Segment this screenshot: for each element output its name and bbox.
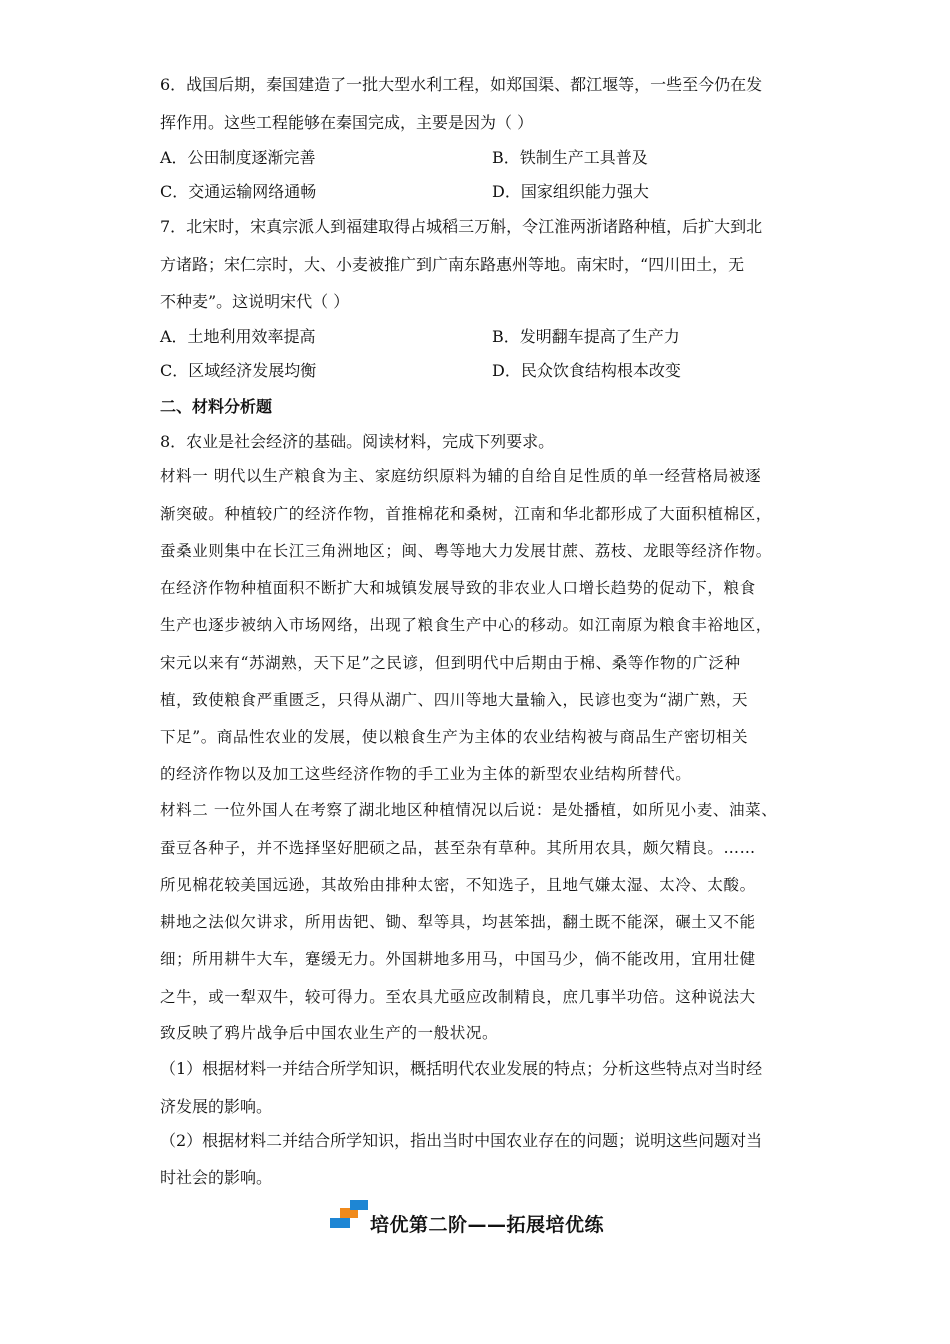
material2-line: 耕地之法似欠讲求，所用齿钯、锄、犁等具，均甚笨拙，翻土既不能深，碾土又不能 — [160, 913, 756, 931]
banner-title: 培优第二阶——拓展培优练 — [370, 1214, 605, 1236]
material2-line: 之牛，或一犁双牛，较可得力。至农具尤亟应改制精良，庶几事半功倍。这种说法大 — [160, 988, 756, 1006]
material2-line: 蚕豆各种子，并不选择坚好肥硕之品，甚至杂有草种。其所用农具，颇欠精良。…… — [160, 839, 756, 857]
material2-line: 致反映了鸦片战争后中国农业生产的一般状况。 — [160, 1024, 499, 1042]
q6-option-b[interactable]: B．铁制生产工具普及 — [492, 148, 648, 167]
q8-requirement1-line2: 济发展的影响。 — [160, 1097, 273, 1116]
q7-stem-line1: 7．北宋时，宋真宗派人到福建取得占城稻三万斛，令江淮两浙诸路种植，后扩大到北 — [160, 217, 763, 236]
q8-requirement2-line1: （2）根据材料二并结合所学知识，指出当时中国农业存在的问题；说明这些问题对当 — [160, 1131, 763, 1150]
q7-option-a[interactable]: A．土地利用效率提高 — [160, 327, 316, 346]
q6-option-d[interactable]: D．国家组织能力强大 — [492, 182, 649, 201]
material1-line: 在经济作物种植面积不断扩大和城镇发展导致的非农业人口增长趋势的促动下，粮食 — [160, 579, 756, 597]
q8-intro: 8．农业是社会经济的基础。阅读材料，完成下列要求。 — [160, 432, 555, 451]
q7-option-c[interactable]: C．区域经济发展均衡 — [160, 361, 317, 380]
material1-line: 的经济作物以及加工这些经济作物的手工业为主体的新型农业结构所替代。 — [160, 765, 692, 783]
material2-line: 材料二 一位外国人在考察了湖北地区种植情况以后说：是处播植，如所见小麦、油菜、 — [160, 801, 778, 819]
stair-blocks-logo-icon — [330, 1198, 370, 1232]
q6-stem-line1: 6．战国后期，秦国建造了一批大型水利工程，如郑国渠、都江堰等，一些至今仍在发 — [160, 75, 763, 94]
q7-option-b[interactable]: B．发明翻车提高了生产力 — [492, 327, 680, 346]
material1-line: 下足”。商品性农业的发展，使以粮食生产为主体的农业结构被与商品生产密切相关 — [160, 728, 749, 746]
q6-option-a[interactable]: A．公田制度逐渐完善 — [160, 148, 316, 167]
material1-line: 生产也逐步被纳入市场网络，出现了粮食生产中心的移动。如江南原为粮食丰裕地区， — [160, 616, 772, 634]
q7-stem-line3: 不种麦”。这说明宋代（ ） — [160, 292, 350, 311]
q7-option-d[interactable]: D．民众饮食结构根本改变 — [492, 361, 681, 380]
material1-line: 植，致使粮食严重匮乏，只得从湖广、四川等地大量输入，民谚也变为“湖广熟，天 — [160, 691, 749, 709]
section-banner — [330, 1198, 650, 1234]
q8-requirement1-line1: （1）根据材料一并结合所学知识，概括明代农业发展的特点；分析这些特点对当时经 — [160, 1059, 763, 1078]
material2-line: 细；所用耕牛大车，蹇缓无力。外国耕地多用马，中国马少，倘不能改用，宜用壮健 — [160, 950, 756, 968]
material2-line: 所见棉花较美国远逊，其故殆由排种太密，不知选子，且地气嫌太湿、太冷、太酸。 — [160, 876, 756, 894]
q6-option-c[interactable]: C．交通运输网络通畅 — [160, 182, 317, 201]
material1-line: 渐突破。种植较广的经济作物，首推棉花和桑树，江南和华北都形成了大面积植棉区， — [160, 505, 772, 523]
q6-stem-line2: 挥作用。这些工程能够在秦国完成，主要是因为（ ） — [160, 113, 534, 132]
material1-line: 宋元以来有“苏湖熟，天下足”之民谚，但到明代中后期由于棉、桑等作物的广泛种 — [160, 654, 741, 672]
q7-stem-line2: 方诸路；宋仁宗时，大、小麦被推广到广南东路惠州等地。南宋时，“四川田土，无 — [160, 255, 745, 274]
material1-line: 材料一 明代以生产粮食为主、家庭纺织原料为辅的自给自足性质的单一经营格局被逐 — [160, 467, 762, 485]
material1-line: 蚕桑业则集中在长江三角洲地区；闽、粤等地大力发展甘蔗、荔枝、龙眼等经济作物。 — [160, 542, 772, 560]
q8-requirement2-line2: 时社会的影响。 — [160, 1168, 273, 1187]
section-title: 二、材料分析题 — [160, 397, 273, 416]
